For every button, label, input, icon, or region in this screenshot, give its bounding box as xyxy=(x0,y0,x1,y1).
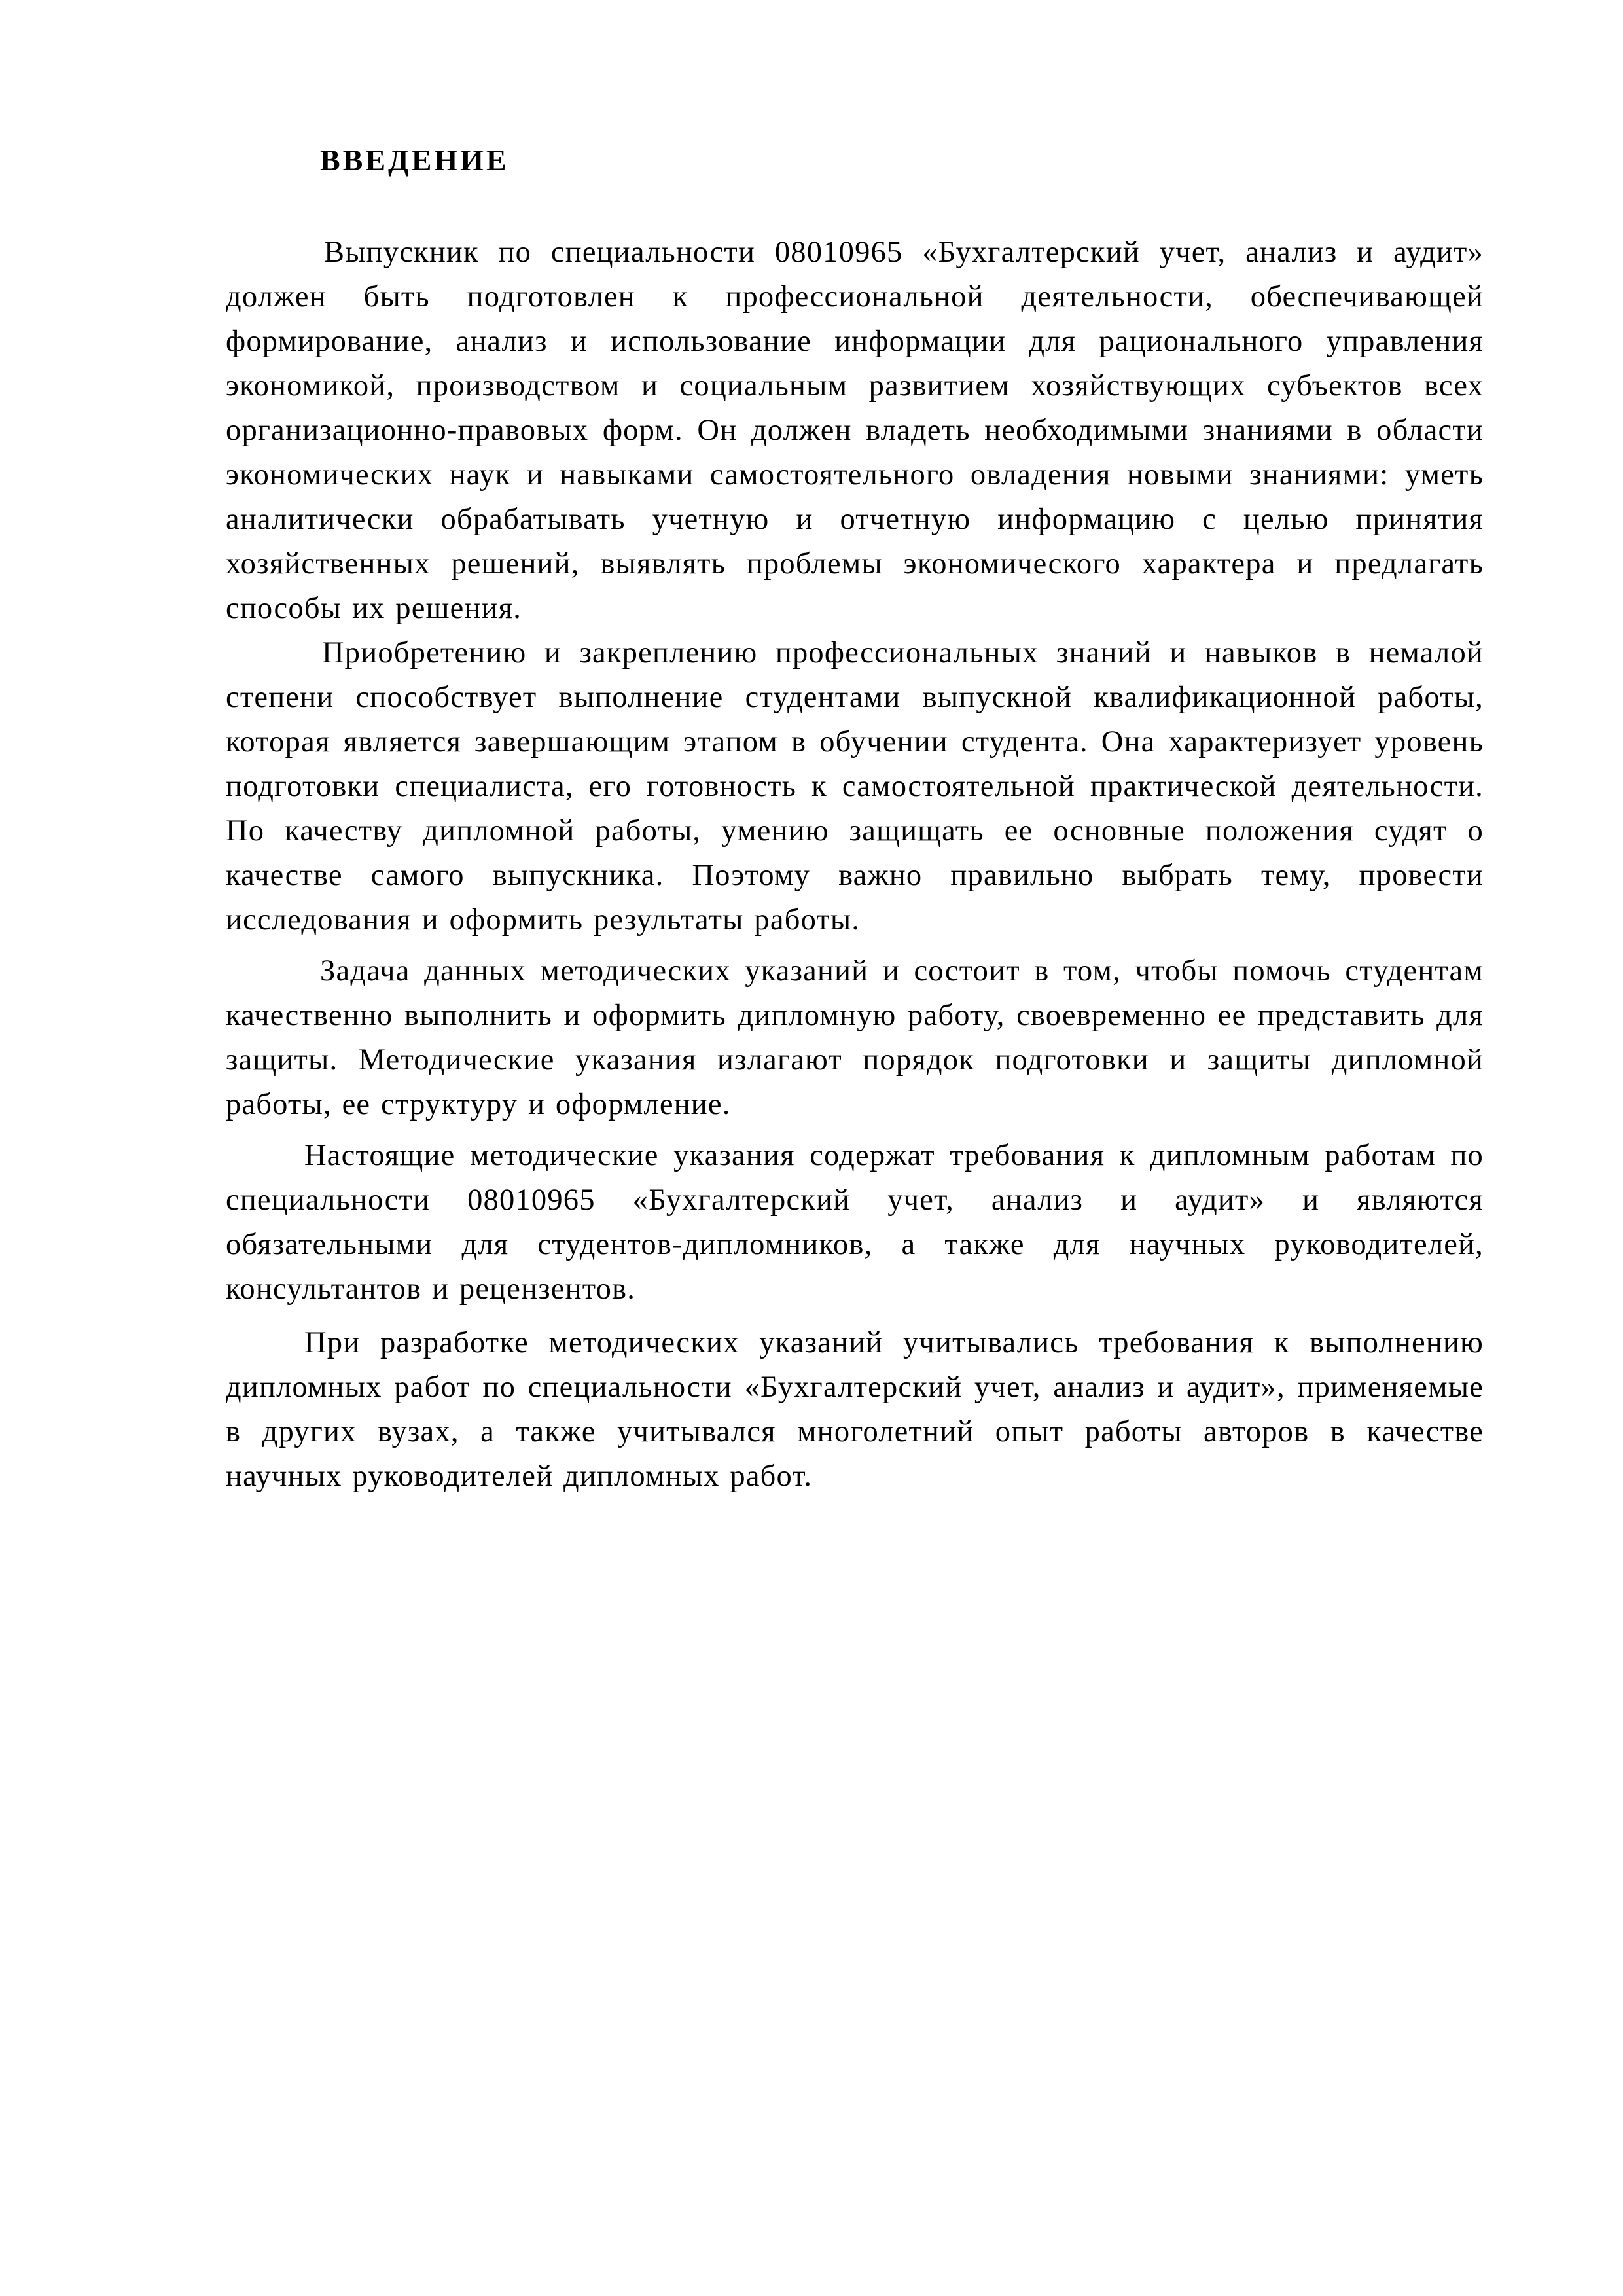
body-text xyxy=(226,230,1484,1499)
paragraph-guidelines-purpose: Задача данных методических указаний и состоит в том, чтобы помочь студентам качественно выполнить и оформить дипломную работу, своевременно ее представить для защиты. Методические указания излагают порядок подготовки и защиты дипломной работы, ее структуру и оформление. xyxy=(226,954,1484,1121)
paragraph-thesis-importance: Приобретению и закреплению профессиональных знаний и навыков в немалой степени способствует выполнение студентами выпускной квалификационной работы, которая является завершающим этапом в обучении студента. Она характеризует уровень подготовки специалиста, его готовность к самостоятельной практической деятельности. По качеству дипломной работы, умению защищать ее основные положения судят о качестве самого выпускника. Поэтому важно правильно выбрать тему, провести исследования и оформить результаты работы. xyxy=(226,636,1484,937)
page-title: ВВЕДЕНИЕ xyxy=(320,143,509,177)
paragraph-sources: При разработке методических указаний учитывались требования к выполнению дипломных работ по специальности «Бухгалтерский учет, анализ и аудит», применяемые в других вузах, а также учитывался многолетний опыт работы авторов в качестве научных руководителей дипломных работ. xyxy=(226,1326,1484,1493)
paragraph-requirements-scope: Настоящие методические указания содержат требования к дипломным работам по специальности 08010965 «Бухгалтерский учет, анализ и аудит» и являются обязательными для студентов-дипломников, а также для научных руководителей, консультантов и рецензентов. xyxy=(226,1139,1484,1306)
paragraph-graduate-requirements: Выпускник по специальности 08010965 «Бухгалтерский учет, анализ и аудит» должен быть подготовлен к профессиональной деятельности, обеспечивающей формирование, анализ и использование информации для рационального управления экономикой, производством и социальным развитием хозяйствующих субъектов всех организационно-правовых форм. Он должен владеть необходимыми знаниями в области экономических наук и навыками самостоятельного овладения новыми знаниями: уметь аналитически обрабатывать учетную и отчетную информацию с целью принятия хозяйственных решений, выявлять проблемы экономического характера и предлагать способы их решения. xyxy=(226,236,1484,625)
